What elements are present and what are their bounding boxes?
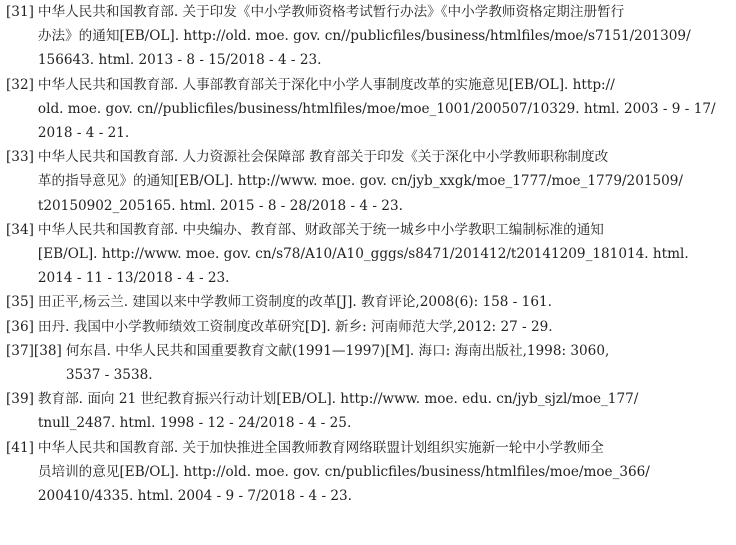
reference-number: [37][38] bbox=[6, 342, 62, 359]
reference-item-31 bbox=[6, 0, 718, 73]
reference-number: [31] bbox=[6, 4, 34, 20]
reference-number: [39] bbox=[6, 391, 34, 408]
reference-text: 中华人民共和国教育部. 人力资源社会保障部 教育部关于印发《关于深化中小学教师职称制度改 革的指导意见》的通知[EB/OL]. http://www. moe. gov. cn/jyb_xxgk/moe_1777/moe_1779/201509/ t20150902_205165. html. 2015 - 8 - 28/2018 - 4 - 23. bbox=[37, 149, 684, 214]
reference-item-41 bbox=[6, 436, 718, 509]
reference-text: 教育部. 面向 21 世纪教育振兴行动计划[EB/OL]. http://www. moe. edu. cn/jyb_sjzl/moe_177/ tnull_2487. html. 1998 - 12 - 24/2018 - 4 - 25. bbox=[37, 391, 639, 432]
reference-number: [32] bbox=[6, 76, 34, 93]
reference-item-32 bbox=[6, 73, 718, 146]
reference-item-36 bbox=[6, 315, 718, 339]
reference-item-34 bbox=[6, 218, 718, 291]
reference-text: 田正平,杨云兰. 建国以来中学教师工资制度的改革[J]. 教育评论,2008(6): 158 - 161. bbox=[37, 294, 552, 311]
reference-text: 何东昌. 中华人民共和国重要教育文献(1991—1997)[M]. 海口: 海南出版社,1998: 3060, 3537 - 3538. bbox=[65, 342, 610, 384]
reference-text: 中华人民共和国教育部. 关于加快推进全国教师教育网络联盟计划组织实施新一轮中小学教师全 员培训的意见[EB/OL]. http://old. moe. gov. cn/publicfiles/business/htmlfiles/moe/moe_366/ 200410/4335. html. 2004 - 9 - 7/2018 - 4 - 23. bbox=[37, 439, 650, 505]
reference-text: 中华人民共和国教育部. 关于印发《中小学教师资格考试暂行办法》《中小学教师资格定期注册暂行 办法》的通知[EB/OL]. http://old. moe. gov. cn//publicfiles/business/htmlfiles/moe/s7151/201309/ 156643. html. 2013 - 8 - 15/2018 - 4 - 23. bbox=[37, 4, 691, 69]
reference-text: 中华人民共和国教育部. 人事部教育部关于深化中小学人事制度改革的实施意见[EB/OL]. http:// old. moe. gov. cn//publicfiles/business/htmlfiles/moe/moe_1001/200507/10329. html. 2003 - 9 - 17/ 2018 - 4 - 21. bbox=[37, 76, 716, 142]
reference-item-37-38 bbox=[6, 339, 718, 387]
reference-text: 中华人民共和国教育部. 中央编办、教育部、财政部关于统一城乡中小学教职工编制标准的通知 [EB/OL]. http://www. moe. gov. cn/s78/A10/A10_gggs/s8471/201412/t20141209_181014. html. 2014 - 11 - 13/2018 - 4 - 23. bbox=[37, 221, 689, 287]
reference-item-39 bbox=[6, 387, 718, 435]
reference-text: 田丹. 我国中小学教师绩效工资制度改革研究[D]. 新乡: 河南师范大学,2012: 27 - 29. bbox=[37, 318, 553, 335]
reference-number: [35] bbox=[6, 294, 34, 311]
reference-number: [34] bbox=[6, 221, 34, 238]
reference-number: [33] bbox=[6, 149, 34, 166]
reference-item-35 bbox=[6, 290, 718, 314]
reference-number: [41] bbox=[6, 439, 34, 456]
reference-number: [36] bbox=[6, 318, 34, 335]
reference-item-33 bbox=[6, 145, 718, 218]
